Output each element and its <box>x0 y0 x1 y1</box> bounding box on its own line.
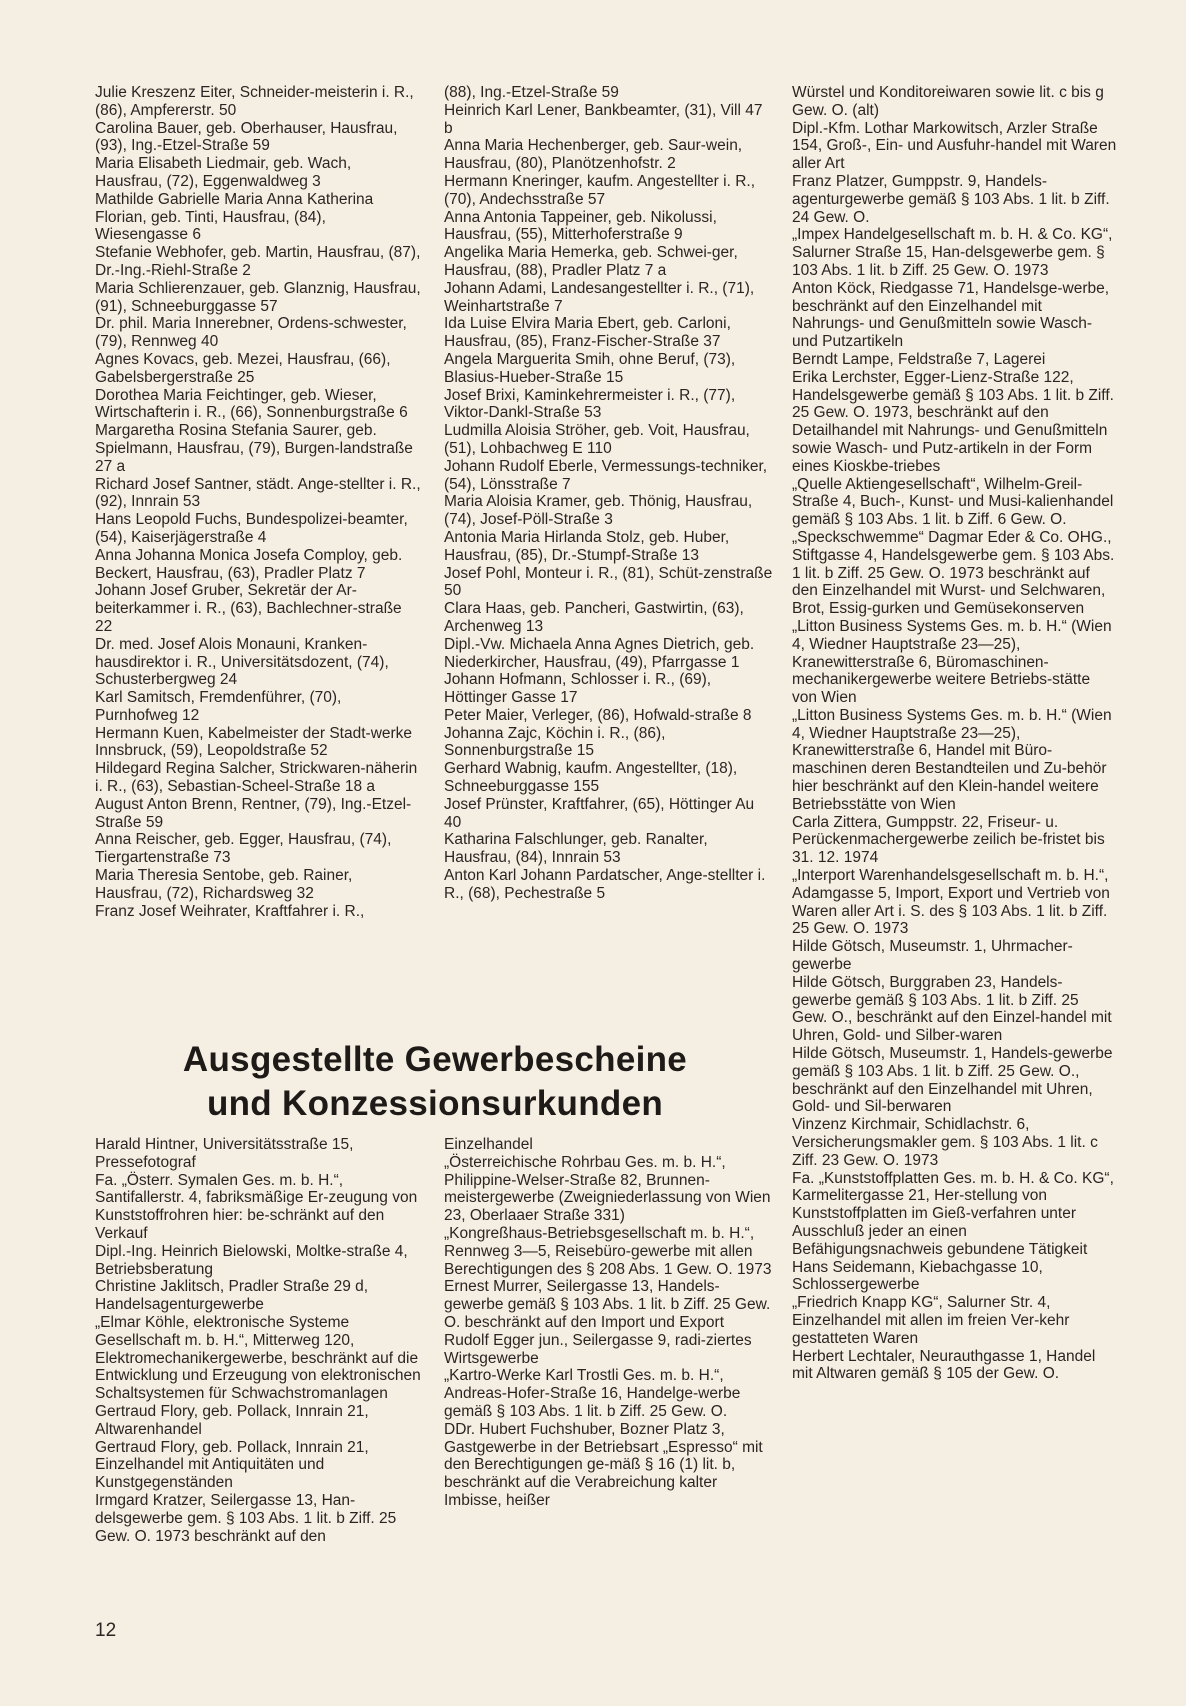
register-entry: Hilde Götsch, Burggraben 23, Handels-gewerbe gemäß § 103 Abs. 1 lit. b Ziff. 25 Gew. O., beschränkt auf den Einzel-handel mit Uhren, Gold- und Silber-waren <box>792 973 1112 1045</box>
column-e <box>444 1136 774 1510</box>
register-entry: Dipl.-Kfm. Lothar Markowitsch, Arzler Straße 154, Groß-, Ein- und Ausfuhr-handel mit Waren aller Art <box>792 119 1117 173</box>
register-entry: Agnes Kovacs, geb. Mezei, Hausfrau, (66), Gabelsbergerstraße 25 <box>95 350 391 386</box>
register-entry: Maria Schlierenzauer, geb. Glanznig, Hausfrau, (91), Schneeburggasse 57 <box>95 279 421 315</box>
register-entry: Johann Hofmann, Schlosser i. R., (69), Höttinger Gasse 17 <box>444 671 712 707</box>
register-entry: Vinzenz Kirchmair, Schidlachstr. 6, Versicherungsmakler gem. § 103 Abs. 1 lit. c Ziff. 23 Gew. O. 1973 <box>792 1116 1098 1169</box>
register-entry: Julie Kreszenz Eiter, Schneider-meisterin i. R., (86), Ampfererstr. 50 <box>95 84 414 119</box>
register-entry: Clara Haas, geb. Pancheri, Gastwirtin, (63), Archenweg 13 <box>444 600 744 635</box>
register-entry: Johann Rudolf Eberle, Vermessungs-techniker, (54), Lönsstraße 7 <box>444 457 768 493</box>
register-entry: Karl Samitsch, Fremdenführer, (70), Purnhofweg 12 <box>95 689 342 724</box>
register-entry: Hildegard Regina Salcher, Strickwaren-näherin i. R., (63), Sebastian-Scheel-Straße 18 a <box>95 760 418 796</box>
register-entry: Anna Maria Hechenberger, geb. Saur-wein, Hausfrau, (80), Planötzenhofstr. 2 <box>444 137 743 173</box>
register-entry: Dipl.-Vw. Michaela Anna Agnes Dietrich, geb. Niederkircher, Hausfrau, (49), Pfarrgasse 1 <box>444 635 755 671</box>
register-entry: Gerhard Wabnig, kaufm. Angestellter, (18), Schneeburggasse 155 <box>444 760 738 796</box>
register-entry: Hermann Kuen, Kabelmeister der Stadt-werke Innsbruck, (59), Leopoldstraße 52 <box>95 724 413 760</box>
register-entry: Dr. phil. Maria Innerebner, Ordens-schwester, (79), Rennweg 40 <box>95 315 407 351</box>
register-entry: Ida Luise Elvira Maria Ebert, geb. Carloni, Hausfrau, (85), Franz-Fischer-Straße 37 <box>444 315 731 351</box>
section-heading <box>95 1038 775 1126</box>
register-entry: Josef Prünster, Kraftfahrer, (65), Höttinger Au 40 <box>444 795 755 831</box>
register-entry: „Friedrich Knapp KG“, Salurner Str. 4, Einzelhandel mit allen im freien Ver-kehr gestatteten Waren <box>792 1294 1070 1347</box>
register-entry: Christine Jaklitsch, Pradler Straße 29 d, Handelsagenturgewerbe <box>95 1278 369 1314</box>
column-a <box>95 84 421 920</box>
register-entry: Dipl.-Ing. Heinrich Bielowski, Moltke-straße 4, Betriebsberatung <box>95 1242 408 1278</box>
register-entry: „Österreichische Rohrbau Ges. m. b. H.“, Philippine-Welser-Straße 82, Brunnen-meistergewerbe (Zweigniederlassung von Wien 23, Oberlaaer Straße 331) <box>444 1153 771 1225</box>
column-c <box>792 84 1117 1383</box>
register-entry: „Impex Handelgesellschaft m. b. H. & Co. KG“, Salurner Straße 15, Han-delsgewerbe gem. § 103 Abs. 1 lit. b Ziff. 25 Gew. O. 1973 <box>792 226 1113 279</box>
register-entry: Katharina Falschlunger, geb. Ranalter, Hausfrau, (84), Innrain 53 <box>444 831 708 867</box>
register-entry: Erika Lerchster, Egger-Lienz-Straße 122, Handelsgewerbe gemäß § 103 Abs. 1 lit. b Ziff. 25 Gew. O. 1973, beschränkt auf den Detailhandel mit Nahrungs- und Genußmitteln sowie Wasch- und Putz-artikeln in der Form eines Kioskbe-triebes <box>792 368 1114 475</box>
register-entry: Harald Hintner, Universitätsstraße 15, Pressefotograf <box>95 1136 354 1171</box>
register-entry: Dr. med. Josef Alois Monauni, Kranken-hausdirektor i. R., Universitätsdozent, (74), Schusterbergweg 24 <box>95 635 389 689</box>
register-entry: Margaretha Rosina Stefania Saurer, geb. Spielmann, Hausfrau, (79), Burgen-landstraße 27 a <box>95 422 413 475</box>
section-heading-line-2: und Konzessionsurkunden <box>206 1084 664 1123</box>
register-entry: Angelika Maria Hemerka, geb. Schwei-ger, Hausfrau, (88), Pradler Platz 7 a <box>444 244 738 279</box>
register-entry: Anna Johanna Monica Josefa Comploy, geb. Beckert, Hausfrau, (63), Pradler Platz 7 <box>95 546 403 582</box>
register-entry: Hans Leopold Fuchs, Bundespolizei-beamter, (54), Kaiserjägerstraße 4 <box>95 511 408 546</box>
register-entry: Hermann Kneringer, kaufm. Angestellter i. R., (70), Andechsstraße 57 <box>444 172 756 208</box>
register-entry: Anton Köck, Riedgasse 71, Handelsge-werbe, beschränkt auf den Einzelhandel mit Nahrungs- und Genußmitteln sowie Wasch- und Putzartikeln <box>792 279 1110 351</box>
register-entry: August Anton Brenn, Rentner, (79), Ing.-Etzel-Straße 59 <box>95 795 412 831</box>
register-entry: Rudolf Egger jun., Seilergasse 9, radi-ziertes Wirtsgewerbe <box>444 1331 752 1367</box>
register-entry: Maria Theresia Sentobe, geb. Rainer, Hausfrau, (72), Richardsweg 32 <box>95 867 353 902</box>
page-number: 12 <box>95 1620 117 1641</box>
register-entry: Hilde Götsch, Museumstr. 1, Uhrmacher-gewerbe <box>792 938 1073 974</box>
register-entry: Gertraud Flory, geb. Pollack, Innrain 21, Altwarenhandel <box>95 1402 369 1438</box>
register-entry: Maria Aloisia Kramer, geb. Thönig, Hausfrau, (74), Josef-Pöll-Straße 3 <box>444 493 753 529</box>
register-entry: „Elmar Köhle, elektronische Systeme Gesellschaft m. b. H.“, Mitterweg 120, Elektromechanikergewerbe, beschränkt auf die Entwicklung und Erzeugung von elektronischen Schaltsystemen für Schwachstromanlagen <box>95 1313 421 1403</box>
column-d <box>95 1136 421 1545</box>
register-entry: Fa. „Österr. Symalen Ges. m. b. H.“, Santifallerstr. 4, fabriksmäßige Er-zeugung von Kunststoffrohren hier: be-schränkt auf den Verkauf <box>95 1171 418 1242</box>
register-entry: „Kartro-Werke Karl Trostli Ges. m. b. H.“, Andreas-Hofer-Straße 16, Handelge-werbe gemäß § 103 Abs. 1 lit. b Ziff. 25 Gew. O. <box>444 1367 741 1420</box>
register-entry: Richard Josef Santner, städt. Ange-stellter i. R., (92), Innrain 53 <box>95 475 421 511</box>
register-entry: (88), Ing.-Etzel-Straße 59 <box>444 84 619 101</box>
register-entry: „Speckschwemme“ Dagmar Eder & Co. OHG., Stiftgasse 4, Handelsgewerbe gem. § 103 Abs. 1 lit. b Ziff. 25 Gew. O. 1973 beschränkt auf den Einzelhandel mit Wurst- und Selchwaren, Brot, Essig-gurken und Gemüsekonserven <box>792 528 1115 618</box>
register-entry: Herbert Lechtaler, Neurauthgasse 1, Handel mit Altwaren gemäß § 105 der Gew. O. <box>792 1347 1096 1383</box>
column-b <box>444 84 774 903</box>
register-entry: Hans Seidemann, Kiebachgasse 10, Schlossergewerbe <box>792 1258 1043 1294</box>
register-entry: Johann Adami, Landesangestellter i. R., (71), Weinhartstraße 7 <box>444 279 755 315</box>
register-entry: Angela Marguerita Smih, ohne Beruf, (73), Blasius-Hueber-Straße 15 <box>444 350 736 386</box>
register-entry: Josef Brixi, Kaminkehrermeister i. R., (77), Viktor-Dankl-Straße 53 <box>444 386 736 422</box>
register-entry: Josef Pohl, Monteur i. R., (81), Schüt-zenstraße 50 <box>444 564 773 600</box>
register-entry: Stefanie Webhofer, geb. Martin, Hausfrau, (87), Dr.-Ing.-Riehl-Straße 2 <box>95 244 421 279</box>
register-entry: „Interport Warenhandelsgesellschaft m. b. H.“, Adamgasse 5, Import, Export und Vertrieb von Waren aller Art i. S. des § 103 Abs. 1 lit. b Ziff. 25 Gew. O. 1973 <box>792 867 1110 938</box>
register-entry: Dorothea Maria Feichtinger, geb. Wieser, Wirtschafterin i. R., (66), Sonnenburgstraße 6 <box>95 386 408 422</box>
register-entry: „Kongreßhaus-Betriebsgesellschaft m. b. H.“, Rennweg 3—5, Reisebüro-gewerbe mit allen Berechtigungen des § 208 Abs. 1 Gew. O. 1973 <box>444 1224 772 1278</box>
register-entry: Heinrich Karl Lener, Bankbeamter, (31), Vill 47 b <box>444 101 763 137</box>
register-entry: Carla Zittera, Gumppstr. 22, Friseur- u. Perückenmachergewerbe zeilich be-fristet bis 31. 12. 1974 <box>792 813 1105 867</box>
register-entry: Johanna Zajc, Köchin i. R., (86), Sonnenburgstraße 15 <box>444 724 666 760</box>
register-entry: Franz Platzer, Gumppstr. 9, Handels-agenturgewerbe gemäß § 103 Abs. 1 lit. b Ziff. 24 Gew. O. <box>792 172 1110 226</box>
register-entry: Peter Maier, Verleger, (86), Hofwald-straße 8 <box>444 706 752 724</box>
register-entry: Fa. „Kunststoffplatten Ges. m. b. H. & Co. KG“, Karmelitergasse 21, Her-stellung von Kunststoffplatten im Gieß-verfahren unter Ausschluß jeder an einen Befähigungsnachweis gebundene Tätigkeit <box>792 1169 1114 1258</box>
register-entry: „Litton Business Systems Ges. m. b. H.“ (Wien 4, Wiedner Hauptstraße 23—25), Kranewitterstraße 6, Handel mit Büro-maschinen deren Bestandteilen und Zu-behör hier beschränkt auf den Klein-handel weitere Betriebsstätte von Wien <box>792 706 1112 813</box>
register-entry: Franz Josef Weihrater, Kraftfahrer i. R., <box>95 902 365 920</box>
register-entry: Carolina Bauer, geb. Oberhauser, Hausfrau, (93), Ing.-Etzel-Straße 59 <box>95 119 398 155</box>
register-entry: Hilde Götsch, Museumstr. 1, Handels-gewerbe gemäß § 103 Abs. 1 lit. b Ziff. 25 Gew. O., beschränkt auf den Einzelhandel mit Uhren, Gold- und Sil-berwaren <box>792 1045 1113 1116</box>
register-entry: Antonia Maria Hirlanda Stolz, geb. Huber, Hausfrau, (85), Dr.-Stumpf-Straße 13 <box>444 528 730 564</box>
register-entry: Gertraud Flory, geb. Pollack, Innrain 21, Einzelhandel mit Antiquitäten und Kunstgegenständen <box>95 1438 369 1492</box>
section-heading-line-1: Ausgestellte Gewerbescheine <box>182 1040 688 1079</box>
register-entry: „Quelle Aktiengesellschaft“, Wilhelm-Greil-Straße 4, Buch-, Kunst- und Musi-kalienhandel gemäß § 103 Abs. 1 lit. b Ziff. 6 Gew. O. <box>792 475 1114 529</box>
register-entry: Irmgard Kratzer, Seilergasse 13, Han-delsgewerbe gem. § 103 Abs. 1 lit. b Ziff. 25 Gew. O. 1973 beschränkt auf den <box>95 1491 397 1545</box>
register-entry: Anton Karl Johann Pardatscher, Ange-stellter i. R., (68), Pechestraße 5 <box>444 867 766 902</box>
register-entry: DDr. Hubert Fuchshuber, Bozner Platz 3, Gastgewerbe in der Betriebsart „Espresso“ mit den Berechtigungen ge-mäß § 16 (1) lit. b, beschränkt auf die Verabreichung kalter Imbisse, heißer <box>444 1420 763 1509</box>
register-entry: Ernest Murrer, Seilergasse 13, Handels-gewerbe gemäß § 103 Abs. 1 lit. b Ziff. 25 Gew. O. beschränkt auf den Import und Export <box>444 1278 771 1331</box>
register-entry: Anna Reischer, geb. Egger, Hausfrau, (74), Tiergartenstraße 73 <box>95 831 392 867</box>
register-entry: Anna Antonia Tappeiner, geb. Nikolussi, Hausfrau, (55), Mitterhoferstraße 9 <box>444 208 717 244</box>
register-entry: Einzelhandel <box>444 1136 533 1153</box>
register-entry: Berndt Lampe, Feldstraße 7, Lagerei <box>792 350 1046 368</box>
register-entry: Johann Josef Gruber, Sekretär der Ar-beiterkammer i. R., (63), Bachlechner-straße 22 <box>95 582 402 635</box>
register-entry: „Litton Business Systems Ges. m. b. H.“ (Wien 4, Wiedner Hauptstraße 23—25), Kranewitterstraße 6, Büromaschinen-mechanikergewerbe weitere Betriebs-stätte von Wien <box>792 617 1112 707</box>
register-entry: Ludmilla Aloisia Ströher, geb. Voit, Hausfrau, (51), Lohbachweg E 110 <box>444 422 750 457</box>
register-entry: Würstel und Konditoreiwaren sowie lit. c bis g Gew. O. (alt) <box>792 84 1104 119</box>
register-entry: Mathilde Gabrielle Maria Anna Katherina Florian, geb. Tinti, Hausfrau, (84), Wiesengasse 6 <box>95 190 374 244</box>
register-entry: Maria Elisabeth Liedmair, geb. Wach, Hausfrau, (72), Eggenwaldweg 3 <box>95 155 352 190</box>
